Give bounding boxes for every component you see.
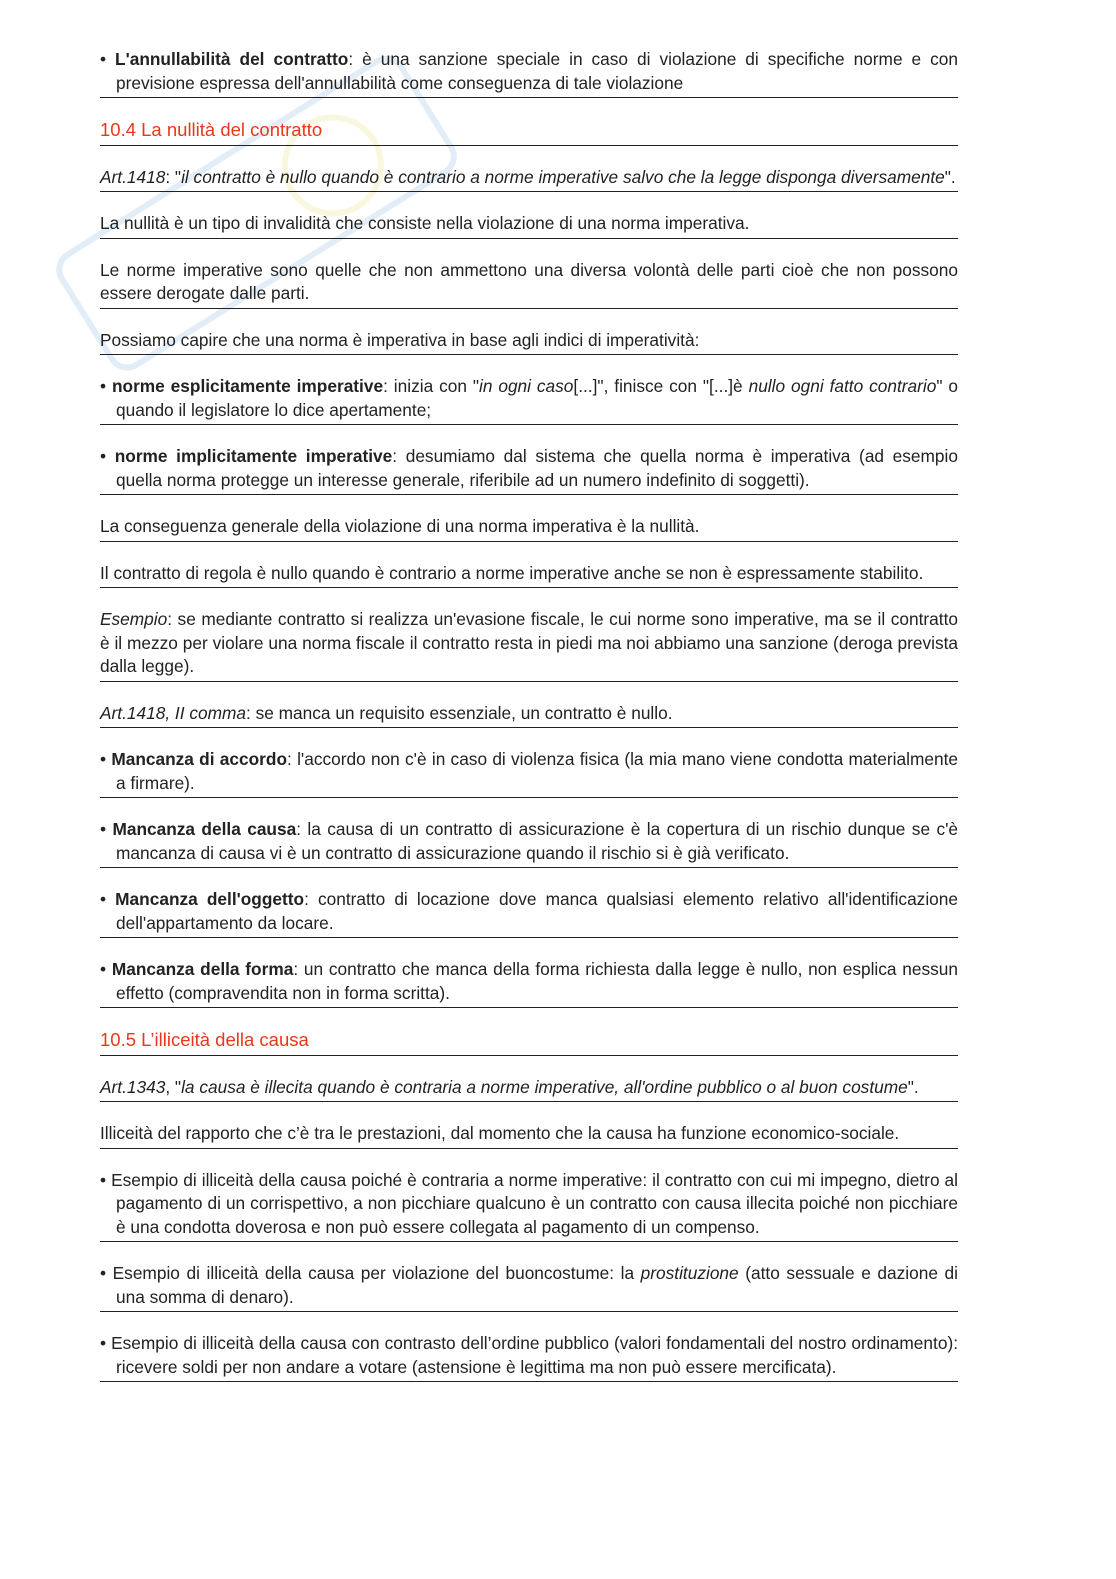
text-run: : inizia con " xyxy=(383,376,479,396)
text-run: ". xyxy=(907,1076,919,1097)
text-run: " o quando il legislatore lo dice apertamente; xyxy=(116,376,958,420)
paragraph xyxy=(100,1076,958,1103)
text-run: La conseguenza generale della violazione di una norma imperativa è la nullità. xyxy=(100,516,700,536)
text-run: Mancanza di accordo xyxy=(111,749,288,769)
paragraph xyxy=(100,515,958,542)
bullet-icon: • xyxy=(100,446,115,466)
text-run: Art.1343 xyxy=(100,1076,166,1097)
text-run: Mancanza della forma xyxy=(111,959,294,979)
section-heading xyxy=(100,118,958,146)
paragraph xyxy=(100,608,958,682)
text-run: Mancanza della causa xyxy=(112,819,297,839)
text-run: : desumiamo dal sistema che quella norma è imperativa (ad esempio quella norma protegge un interesse generale, riferibile ad un numero indefinito di soggetti). xyxy=(116,446,958,490)
text-run: : la causa di un contratto di assicurazione è la copertura di un rischio dunque se c'è mancanza di causa vi è un contratto di assicurazione quando il rischio si è già verificato. xyxy=(116,819,958,863)
paragraph xyxy=(100,1122,958,1149)
bullet-icon: • xyxy=(100,819,113,839)
text-run: [...]", finisce con "[...]è xyxy=(573,376,749,396)
text-run: Art.1418, II comma xyxy=(100,702,246,723)
text-run: Mancanza dell'oggetto xyxy=(115,889,305,909)
text-run: (atto sessuale e dazione di una somma di denaro). xyxy=(116,1263,959,1307)
text-run: Illiceità del rapporto che c’è tra le prestazioni, dal momento che la causa ha funzione economico-sociale. xyxy=(100,1123,900,1143)
bullet-icon: • xyxy=(100,959,112,979)
paragraph xyxy=(100,329,958,356)
paragraph xyxy=(100,166,958,193)
text-run: Esempio di illiceità della causa poiché è contraria a norme imperative: il contratto con cui mi impegno, dietro al pagamento di un corrispettivo, a non picchiare qualcuno è un contratto con causa illecita poiché non picchiare è una condotta doverosa e non può essere collegata al pagamento di un compenso. xyxy=(111,1169,959,1237)
paragraph xyxy=(100,212,958,239)
text-run: , " xyxy=(165,1076,182,1097)
text-run: 10.5 L’illiceità della causa xyxy=(100,1029,309,1050)
section-heading xyxy=(100,1028,958,1056)
bullet-icon: • xyxy=(100,49,116,69)
text-run: Esempio di illiceità della causa con contrasto dell’ordine pubblico (valori fondamentali del nostro ordinamento): ricevere soldi per non andare a votare (astensione è legittima ma non può essere mercificata). xyxy=(111,1333,958,1377)
bullet-paragraph xyxy=(100,445,958,495)
bullet-paragraph xyxy=(100,1169,958,1243)
text-run: : " xyxy=(165,166,182,187)
text-run: : un contratto che manca della forma richiesta dalla legge è nullo, non esplica nessun effetto (compravendita non in forma scritta). xyxy=(116,959,958,1003)
paragraph xyxy=(100,259,958,309)
text-run: La nullità è un tipo di invalidità che consiste nella violazione di una norma imperativa. xyxy=(100,213,750,233)
paragraph xyxy=(100,702,958,729)
bullet-icon: • xyxy=(100,1333,112,1353)
text-run: il contratto è nullo quando è contrario a norme imperative salvo che la legge disponga diversamente xyxy=(181,166,945,187)
text-run: : se manca un requisito essenziale, un contratto è nullo. xyxy=(246,702,673,723)
text-run: ". xyxy=(944,166,956,187)
text-run: L'annullabilità del contratto xyxy=(115,49,349,69)
bullet-paragraph xyxy=(100,48,958,98)
bullet-icon: • xyxy=(100,1169,112,1190)
text-run: in ogni caso xyxy=(478,376,574,396)
text-run: Art.1418 xyxy=(100,166,166,187)
bullet-paragraph xyxy=(100,1332,958,1382)
text-run: la causa è illecita quando è contraria a norme imperative, all'ordine pubblico o al buon costume xyxy=(181,1076,908,1097)
text-run: : se mediante contratto si realizza un'evasione fiscale, le cui norme sono imperative, ma se il contratto è il mezzo per violare una norma fiscale il contratto resta in piedi ma noi abbiamo una sanzione (deroga prevista dalla legge). xyxy=(100,609,958,676)
text-run: : è una sanzione speciale in caso di violazione di specifiche norme e con previsione espressa dell'annullabilità come conseguenza di tale violazione xyxy=(116,49,958,93)
bullet-paragraph xyxy=(100,958,958,1008)
text-run: Possiamo capire che una norma è imperativa in base agli indici di imperatività: xyxy=(100,329,700,350)
text-run: : contratto di locazione dove manca qualsiasi elemento relativo all'identificazione dell'appartamento da locare. xyxy=(116,889,958,933)
bullet-paragraph xyxy=(100,375,958,425)
bullet-icon: • xyxy=(100,376,112,396)
text-run: prostituzione xyxy=(640,1263,739,1283)
text-run: norme esplicitamente imperative xyxy=(111,376,384,396)
document-body xyxy=(100,48,958,1402)
text-run: : l'accordo non c'è in caso di violenza fisica (la mia mano viene condotta materialmente a firmare). xyxy=(116,749,958,793)
text-run: norme implicitamente imperative xyxy=(114,446,393,466)
bullet-icon: • xyxy=(100,889,116,909)
bullet-paragraph xyxy=(100,818,958,868)
text-run: nullo ogni fatto contrario xyxy=(748,376,937,396)
text-run: Esempio di illiceità della causa per violazione del buoncostume: la xyxy=(112,1263,641,1283)
bullet-paragraph xyxy=(100,1262,958,1312)
bullet-icon: • xyxy=(100,1263,113,1283)
text-run: 10.4 La nullità del contratto xyxy=(100,119,323,140)
bullet-paragraph xyxy=(100,888,958,938)
text-run: Esempio xyxy=(100,609,168,629)
text-run: Le norme imperative sono quelle che non ammettono una diversa volontà delle parti cioè che non possono essere derogate dalle parti. xyxy=(100,259,958,303)
paragraph xyxy=(100,562,958,589)
bullet-icon: • xyxy=(100,749,112,769)
text-run: Il contratto di regola è nullo quando è contrario a norme imperative anche se non è espressamente stabilito. xyxy=(100,562,924,583)
bullet-paragraph xyxy=(100,748,958,798)
